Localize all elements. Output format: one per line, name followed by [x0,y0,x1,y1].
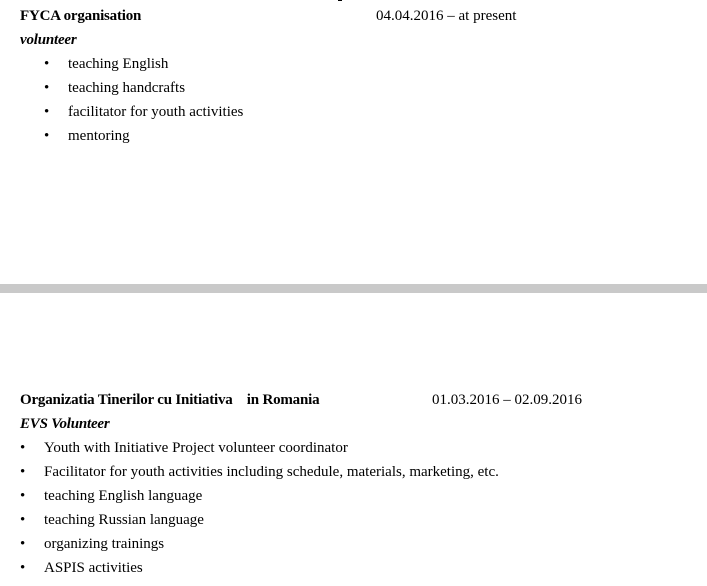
bullet-icon: • [20,560,26,576]
duty-text: teaching English [68,56,169,72]
organisation-name: Organizatia Tinerilor cu Initiativa in Romania [20,392,320,408]
list-item [44,54,344,78]
list-item [44,126,344,150]
duty-text: teaching Russian language [44,512,204,528]
bullet-icon: • [20,512,26,528]
list-item [44,102,344,126]
bullet-icon: • [20,464,26,480]
bullet-icon: • [44,56,50,72]
duties-list [20,438,660,582]
bullet-icon: • [44,128,50,144]
duty-text: mentoring [68,128,130,144]
employment-dates: 04.04.2016 – at present [376,8,517,24]
duty-text: organizing trainings [44,536,165,552]
duty-text: teaching handcrafts [68,80,186,96]
employment-dates: 01.03.2016 – 02.09.2016 [432,392,582,408]
list-item [20,462,660,486]
list-item [44,78,344,102]
role-title: volunteer [20,32,77,48]
duty-text: teaching English language [44,488,203,504]
list-item [20,534,660,558]
list-item [20,438,660,462]
duty-text: facilitator for youth activities [68,104,244,120]
clipped-text-fragment [338,0,342,1]
organisation-name: FYCA organisation [20,8,142,24]
list-item [20,486,660,510]
bullet-icon: • [44,104,50,120]
duty-text: ASPIS activities [44,560,143,576]
duty-text: Facilitator for youth activities including schedule, materials, marketing, etc. [44,464,499,480]
duty-text: Youth with Initiative Project volunteer coordinator [44,440,348,456]
bullet-icon: • [20,440,26,456]
list-item [20,510,660,534]
duties-list [44,54,344,150]
role-title: EVS Volunteer [20,416,110,432]
page-break-divider [0,284,707,293]
bullet-icon: • [44,80,50,96]
bullet-icon: • [20,536,26,552]
list-item [20,558,660,582]
bullet-icon: • [20,488,26,504]
